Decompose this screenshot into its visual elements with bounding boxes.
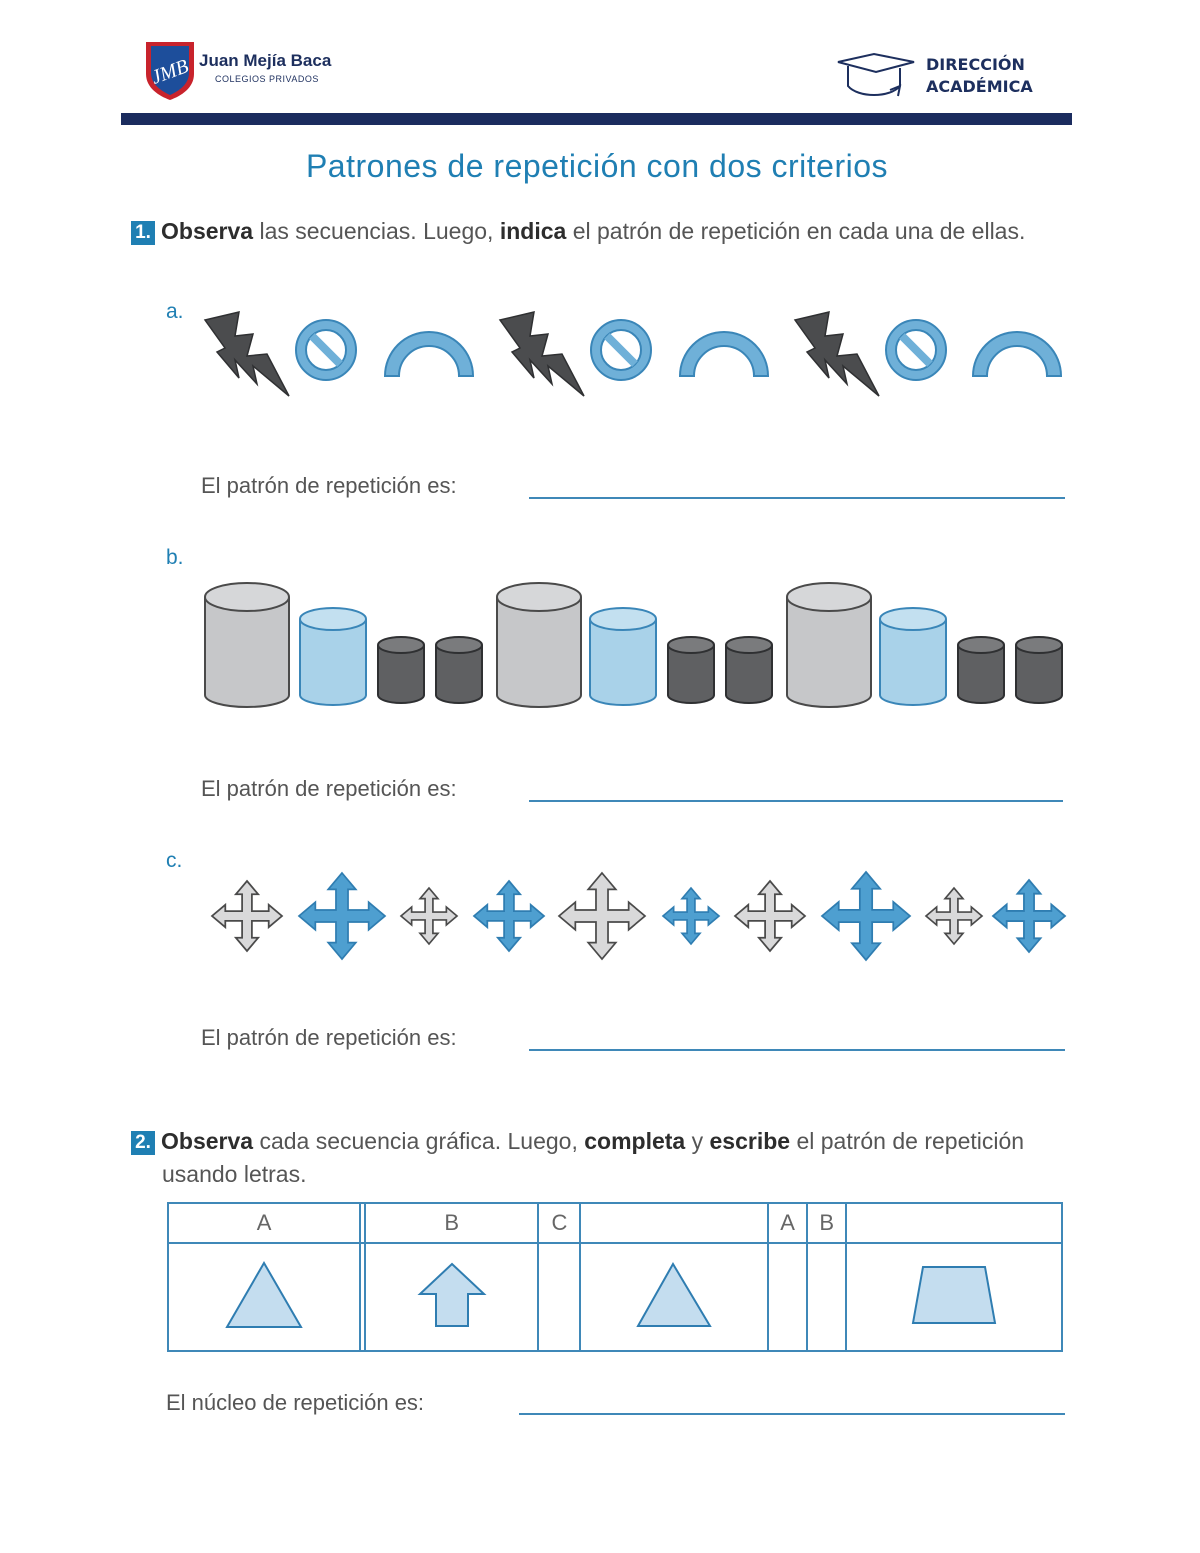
department-logo: [834, 52, 1044, 102]
pattern-shape-cell: [365, 1243, 539, 1351]
cross-arrows-grey-icon: [401, 888, 457, 944]
item-a-answer-label: El patrón de repetición es:: [201, 473, 457, 498]
no-sign-icon: [886, 320, 946, 380]
lightning-icon: [205, 312, 289, 396]
q2-text2: y: [685, 1128, 710, 1154]
cylinder-large-icon: [787, 583, 871, 707]
cross-arrows-blue-icon: [299, 873, 385, 959]
cross-arrows-grey-icon: [735, 881, 805, 951]
cross-arrows-blue-icon: [663, 888, 719, 944]
no-sign-icon: [591, 320, 651, 380]
pattern-shape-cell: [846, 1243, 1062, 1351]
pattern-header-cell[interactable]: A: [168, 1203, 360, 1243]
q2-line2: usando letras.: [162, 1161, 307, 1187]
cylinder-medium-icon: [880, 608, 946, 705]
trapezoid-icon: [909, 1263, 999, 1327]
pattern-header-cell[interactable]: B: [365, 1203, 539, 1243]
page-title: Patrones de repetición con dos criterios: [305, 148, 889, 184]
q2-instruction: [131, 1125, 1071, 1191]
cylinder-medium-icon: [590, 608, 656, 705]
q2-text1: cada secuencia gráfica. Luego,: [253, 1128, 585, 1154]
school-logo: [143, 40, 343, 102]
item-a-answer-line[interactable]: [529, 497, 1065, 499]
lightning-icon: [795, 312, 879, 396]
item-b-answer-label: El patrón de repetición es:: [201, 776, 457, 801]
cylinder-small-icon: [1016, 637, 1062, 703]
lightning-icon: [500, 312, 584, 396]
cross-arrows-grey-icon: [212, 881, 282, 951]
item-c-letter: c.: [166, 849, 183, 872]
triangle-icon: [635, 1260, 713, 1330]
cylinder-large-icon: [497, 583, 581, 707]
cylinder-small-icon: [668, 637, 714, 703]
arrow-up-icon: [416, 1260, 488, 1330]
q2-verb1: Observa: [161, 1128, 254, 1154]
cylinder-small-icon: [958, 637, 1004, 703]
pattern-header-cell[interactable]: [580, 1203, 768, 1243]
pattern-table: [167, 1202, 1063, 1352]
header-rule: [121, 113, 1072, 125]
q2-verb3: escribe: [709, 1128, 791, 1154]
q1-verb1: Observa: [161, 218, 254, 244]
pattern-header-cell[interactable]: [846, 1203, 1062, 1243]
pattern-shape-row: [168, 1243, 1062, 1351]
arch-icon: [973, 332, 1061, 376]
item-c-answer-line[interactable]: [529, 1049, 1065, 1051]
sequence-a: [195, 300, 1075, 400]
graduation-cap-icon: [834, 52, 920, 100]
q1-verb2: indica: [499, 218, 567, 244]
pattern-shape-cell[interactable]: [807, 1243, 846, 1351]
school-crest-icon: [143, 40, 197, 102]
cylinder-large-icon: [205, 583, 289, 707]
q2-answer-line[interactable]: [519, 1413, 1065, 1415]
cylinder-medium-icon: [300, 608, 366, 705]
item-b-answer-line[interactable]: [529, 800, 1063, 802]
department-line2: ACADÉMICA: [926, 77, 1033, 96]
pattern-shape-cell[interactable]: [538, 1243, 580, 1351]
school-name: Juan Mejía Baca: [199, 51, 332, 70]
item-b-letter: b.: [166, 546, 184, 569]
q1-text2: el patrón de repetición en cada una de ellas.: [566, 218, 1026, 244]
sequence-c: [200, 860, 1070, 970]
arch-icon: [385, 332, 473, 376]
cross-arrows-grey-icon: [559, 873, 645, 959]
sequence-b: [200, 575, 1070, 715]
cross-arrows-blue-icon: [993, 880, 1065, 952]
q2-verb2: completa: [584, 1128, 686, 1154]
pattern-header-row: [168, 1203, 1062, 1243]
q1-instruction: [131, 218, 1025, 245]
cross-arrows-blue-icon: [822, 872, 910, 960]
q2-text3: el patrón de repetición: [790, 1128, 1025, 1154]
no-sign-icon: [296, 320, 356, 380]
q2-number: 2.: [131, 1131, 155, 1155]
cylinder-small-icon: [436, 637, 482, 703]
pattern-shape-cell: [168, 1243, 360, 1351]
pattern-header-cell[interactable]: C: [538, 1203, 580, 1243]
logo-monogram: JMB: [148, 55, 192, 89]
department-line1: DIRECCIÓN: [926, 55, 1025, 74]
cross-arrows-blue-icon: [474, 881, 544, 951]
school-subtitle: COLEGIOS PRIVADOS: [215, 74, 319, 84]
cross-arrows-grey-icon: [926, 888, 982, 944]
cylinder-small-icon: [378, 637, 424, 703]
item-a-letter: a.: [166, 300, 184, 323]
cylinder-small-icon: [726, 637, 772, 703]
pattern-header-cell[interactable]: B: [807, 1203, 846, 1243]
pattern-header-cell[interactable]: A: [768, 1203, 807, 1243]
item-c-answer-label: El patrón de repetición es:: [201, 1025, 457, 1050]
arch-icon: [680, 332, 768, 376]
q1-text1: las secuencias. Luego,: [253, 218, 500, 244]
triangle-icon: [224, 1259, 304, 1331]
pattern-shape-cell: [580, 1243, 768, 1351]
q2-answer-label: El núcleo de repetición es:: [166, 1390, 425, 1415]
pattern-shape-cell[interactable]: [768, 1243, 807, 1351]
q1-number: 1.: [131, 221, 155, 245]
